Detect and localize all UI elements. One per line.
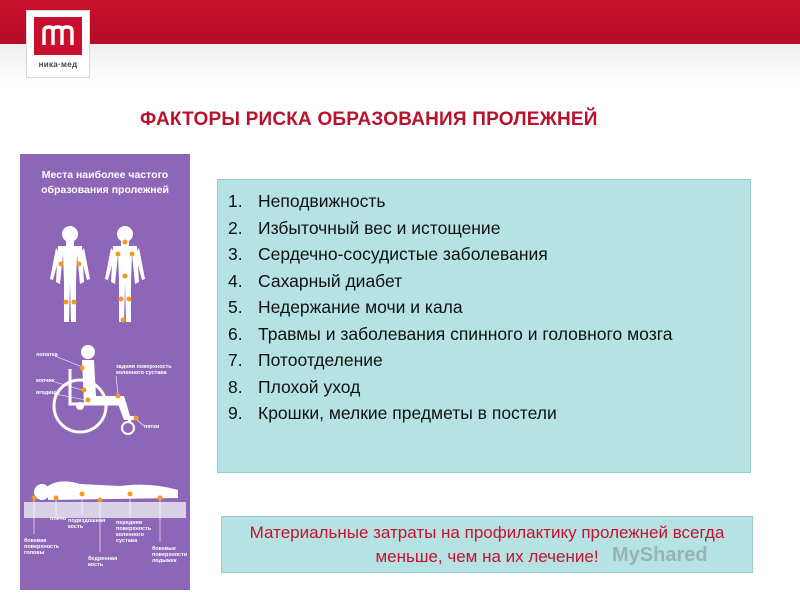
label-scapula: лопатка [36, 352, 58, 358]
cost-note-text: Материальные затраты на профилактику пролежней всегда меньше, чем на их лечение! [249, 522, 725, 566]
top-red-band [0, 0, 800, 44]
label-front-knee-line2: поверхность [116, 526, 152, 532]
list-item [228, 241, 748, 268]
illustration-title-line1: Места наиболее частого [41, 169, 169, 181]
list-item-number: 5. [228, 297, 243, 317]
label-knee-back-line2: коленного сустава [116, 370, 167, 376]
label-heels: пятки [144, 424, 160, 430]
label-side-head-line2: поверхность [24, 544, 60, 550]
label-front-knee-line3: коленного [116, 532, 144, 538]
list-item-number: 8. [228, 376, 243, 397]
label-ilium [68, 518, 105, 530]
risk-factors-list [228, 188, 748, 427]
company-logo [26, 10, 90, 78]
header-grey-band [0, 44, 800, 84]
list-item [228, 215, 748, 242]
label-side-head-line1: боковая [24, 538, 47, 544]
list-item-text: Неподвижность [258, 191, 386, 211]
list-item-number: 2. [228, 217, 243, 238]
list-item-number: 9. [228, 403, 243, 423]
label-femur-line1: бедренная [88, 556, 118, 562]
list-item-number: 1. [228, 191, 243, 211]
label-ilium-line1: подвздошная [68, 518, 106, 524]
risk-factors-box [217, 179, 751, 473]
label-side-head-line3: головы [24, 550, 45, 556]
label-ankle-line2: поверхности [152, 552, 188, 558]
logo-mark-icon [34, 17, 82, 55]
label-buttocks: ягодицы [36, 390, 60, 396]
label-ankle-line3: лодыжек [152, 558, 177, 564]
label-knee-back [116, 364, 172, 376]
list-item-number: 6. [228, 323, 243, 344]
label-ankle-line1: боковые [152, 546, 176, 552]
list-item [228, 374, 748, 401]
label-ankle [152, 546, 187, 564]
label-femur [88, 556, 117, 568]
label-coccyx: копчик [36, 378, 55, 384]
label-shoulder: плечо [50, 516, 67, 522]
list-item-text: Травмы и заболевания спинного и головного мозга [258, 323, 673, 344]
list-item-text: Сердечно-сосудистые заболевания [258, 244, 548, 264]
list-item [228, 347, 748, 374]
front-body-figure [50, 226, 90, 322]
label-femur-line2: кость [88, 562, 104, 568]
watermark: MyShared [612, 544, 708, 566]
label-front-knee [116, 520, 151, 544]
pressure-sores-illustration [20, 154, 190, 590]
label-front-knee-line4: сустава [116, 538, 138, 544]
list-item-number: 3. [228, 244, 243, 264]
list-item-text: Недержание мочи и кала [258, 297, 463, 317]
list-item [228, 268, 748, 295]
list-item-text: Сахарный диабет [258, 270, 403, 291]
list-item-number: 4. [228, 270, 243, 291]
list-item [228, 400, 748, 427]
illustration-title-line2: образования пролежней [41, 184, 169, 196]
wheelchair-figure [54, 345, 144, 434]
label-knee-back-line1: задняя поверхность [116, 364, 172, 370]
logo-m-icon [41, 25, 75, 47]
page-title: ФАКТОРЫ РИСКА ОБРАЗОВАНИЯ ПРОЛЕЖНЕЙ [140, 109, 598, 130]
label-side-head [24, 538, 59, 556]
list-item [228, 294, 748, 321]
list-item-number: 7. [228, 350, 243, 370]
list-item-text: Плохой уход [258, 376, 361, 397]
label-front-knee-line1: передняя [116, 520, 143, 526]
logo-text: ника·мед [38, 60, 78, 69]
list-item-text: Избыточный вес и истощение [258, 217, 501, 238]
list-item [228, 188, 748, 215]
label-ilium-line2: кость [68, 524, 84, 530]
list-item [228, 321, 748, 348]
list-item-text: Крошки, мелкие предметы в постели [258, 403, 557, 423]
list-item-text: Потоотделение [258, 350, 383, 370]
